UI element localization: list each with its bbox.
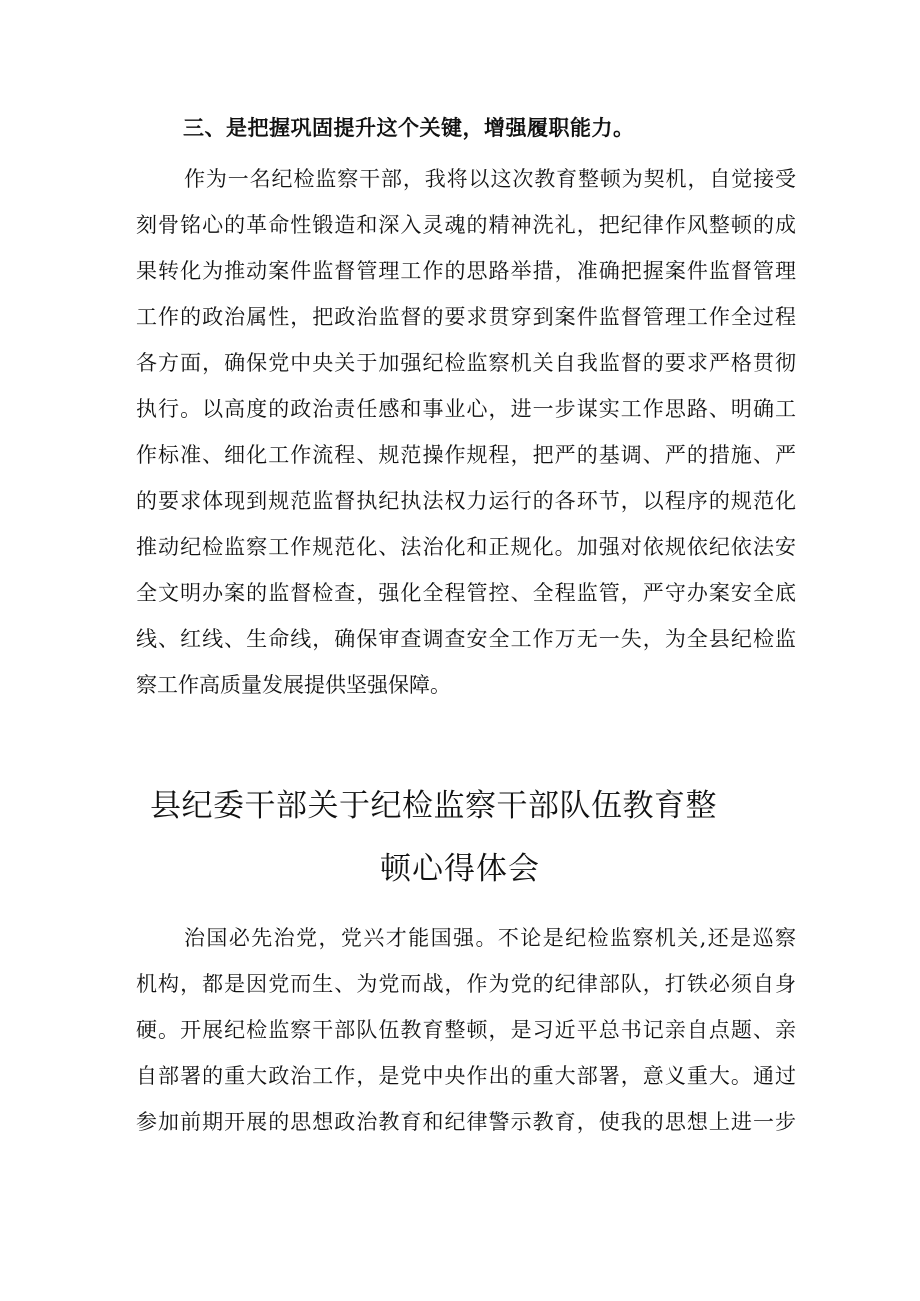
paragraph-line: 硬。开展纪检监察干部队伍教育整顿，是习近平总书记亲自点题、亲: [136, 1018, 796, 1042]
paragraph-line: 刻骨铭心的革命性锻造和深入灵魂的精神洗礼，把纪律作风整顿的成: [136, 213, 796, 237]
paragraph-line: 推动纪检监察工作规范化、法治化和正规化。加强对依规依纪依法安: [136, 535, 796, 559]
paragraph-line: 作为一名纪检监察干部，我将以这次教育整顿为契机，自觉接受: [184, 167, 796, 191]
paragraph-line: 果转化为推动案件监督管理工作的思路举措，准确把握案件监督管理: [136, 259, 796, 283]
paragraph-line: 执行。以高度的政治责任感和事业心，进一步谋实工作思路、明确工: [136, 397, 796, 421]
paragraph-line: 察工作高质量发展提供坚强保障。: [136, 673, 451, 697]
paragraph-line: 治国必先治党，党兴才能国强。不论是纪检监察机关,还是巡察: [184, 926, 796, 950]
paragraph-line: 工作的政治属性，把政治监督的要求贯穿到案件监督管理工作全过程: [136, 305, 796, 329]
paragraph-line: 线、红线、生命线，确保审查调查安全工作万无一失，为全县纪检监: [136, 627, 796, 651]
paragraph-line: 的要求体现到规范监督执纪执法权力运行的各环节，以程序的规范化: [136, 489, 796, 513]
paragraph-line: 参加前期开展的思想政治教育和纪律警示教育，使我的思想上进一步: [136, 1110, 796, 1134]
paragraph-line: 全文明办案的监督检查，强化全程管控、全程监管，严守办案安全底: [136, 581, 796, 605]
paragraph-2: [136, 915, 796, 1145]
paragraph-1: [136, 156, 796, 708]
article-title-line-1: 县纪委干部关于纪检监察干部队伍教育整: [150, 788, 717, 824]
paragraph-line: 机构，都是因党而生、为党而战，作为党的纪律部队，打铁必须自身: [136, 972, 796, 996]
section-heading: 三、是把握巩固提升这个关键，增强履职能力。: [183, 116, 635, 140]
article-title-line-2: 顿心得体会: [380, 851, 540, 887]
paragraph-line: 各方面，确保党中央关于加强纪检监察机关自我监督的要求严格贯彻: [136, 351, 796, 375]
paragraph-line: 作标准、细化工作流程、规范操作规程，把严的基调、严的措施、严: [136, 443, 796, 467]
paragraph-line: 自部署的重大政治工作，是党中央作出的重大部署，意义重大。通过: [136, 1064, 796, 1088]
